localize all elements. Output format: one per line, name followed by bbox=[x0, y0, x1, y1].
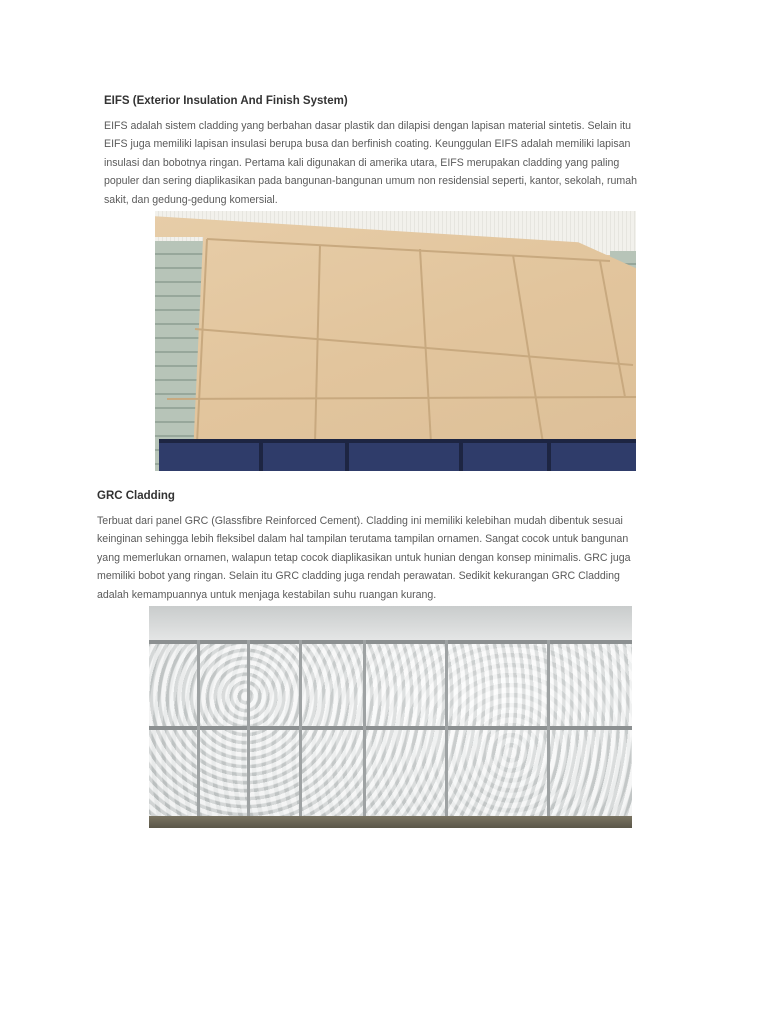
panel-seam-vertical bbox=[247, 640, 250, 828]
grc-line-5: adalah kemampuannya untuk menjaga kestabilan suhu ruangan kurang. bbox=[97, 588, 437, 601]
eifs-line-4: populer dan sering diaplikasikan pada bangunan-bangunan umum non residensial seperti, kantor, sekolah, rumah bbox=[104, 175, 637, 188]
ground-strip bbox=[149, 816, 632, 828]
grc-wave-texture bbox=[149, 640, 632, 828]
eifs-heading: EIFS (Exterior Insulation And Finish System) bbox=[104, 95, 348, 107]
grc-cladding-photo bbox=[149, 606, 632, 828]
grc-line-4: memiliki bobot yang ringan. Selain itu GRC cladding juga rendah perawatan. Sedikit kekurangan GRC Cladding bbox=[97, 570, 620, 583]
eifs-panel-joints bbox=[155, 211, 636, 471]
panel-seam-vertical bbox=[363, 640, 366, 828]
panel-seam-vertical bbox=[197, 640, 200, 828]
eifs-cladding-photo bbox=[155, 211, 636, 471]
grc-line-1: Terbuat dari panel GRC (Glassfibre Reinforced Cement). Cladding ini memiliki kelebihan mudah dibentuk sesuai bbox=[97, 515, 623, 527]
grc-line-3: yang memerlukan ornamen, walapun tetap cocok diaplikasikan untuk hunian dengan konsep minimalis. GRC juga bbox=[97, 551, 631, 564]
grc-heading: GRC Cladding bbox=[97, 490, 175, 502]
grc-paragraph bbox=[97, 512, 631, 604]
eifs-line-1: EIFS adalah sistem cladding yang berbahan dasar plastik dan dilapisi dengan lapisan material sintetis. Selain itu bbox=[104, 120, 632, 132]
panel-seam-vertical bbox=[299, 640, 302, 828]
panel-seam-vertical bbox=[445, 640, 448, 828]
eifs-line-2: EIFS juga memiliki lapisan insulasi berupa busa dan berfinish coating. Keunggulan EIFS adalah memiliki lapisan bbox=[104, 138, 631, 151]
eifs-line-5: sakit, dan gedung-gedung komersial. bbox=[104, 193, 278, 206]
grc-line-2: keinginan sehingga lebih fleksibel dalam hal tampilan terutama tampilan ornamen. Sangat cocok untuk bangunan bbox=[97, 533, 629, 546]
roof-trim bbox=[149, 606, 632, 644]
eifs-line-3: insulasi dan bobotnya ringan. Pertama kali digunakan di amerika utara, EIFS merupakan cladding yang paling bbox=[104, 156, 620, 169]
panel-seam-horizontal bbox=[149, 726, 632, 730]
panel-seam-horizontal bbox=[149, 640, 632, 644]
window-frame bbox=[159, 439, 636, 471]
eifs-paragraph bbox=[104, 117, 637, 209]
panel-seam-vertical bbox=[547, 640, 550, 828]
